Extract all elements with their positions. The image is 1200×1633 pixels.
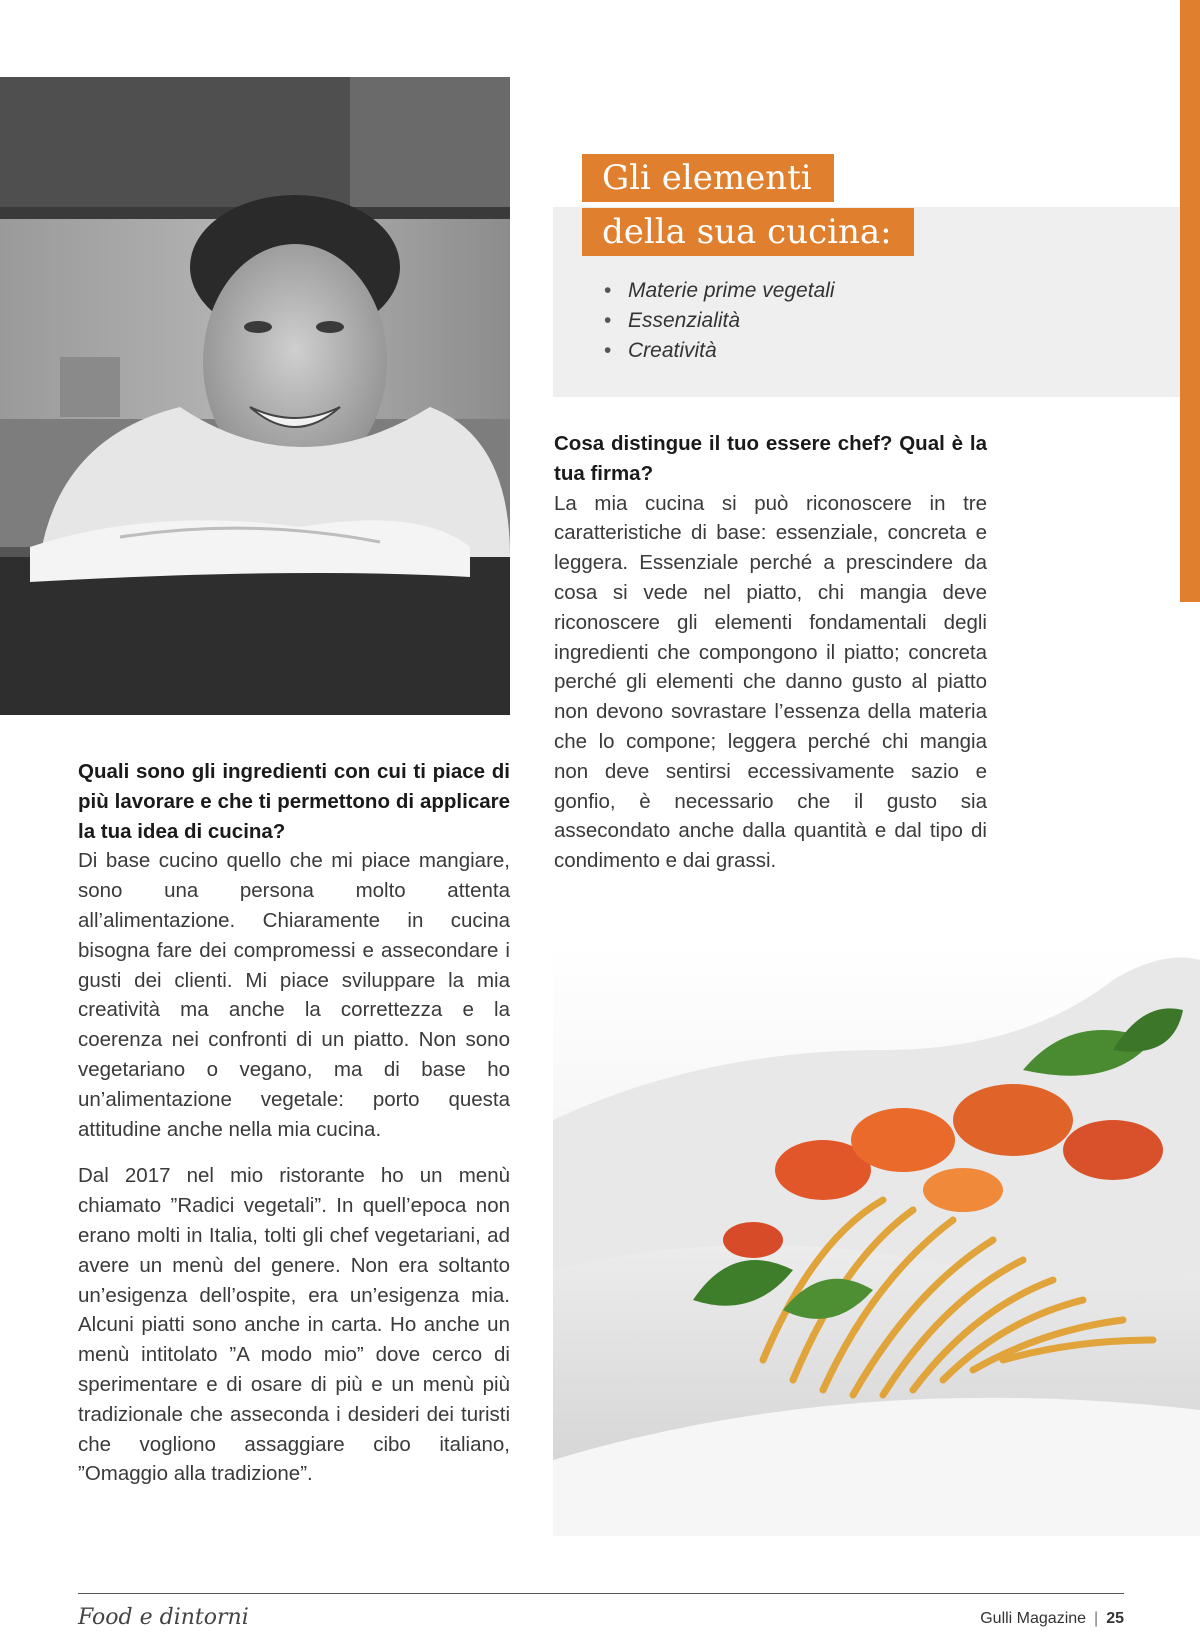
left-column-text (78, 757, 510, 1489)
footer-page-info (980, 1610, 1124, 1628)
left-question: Quali sono gli ingredienti con cui ti piace di più lavorare e che ti permettono di applicare la tua idea di cucina? (78, 760, 510, 843)
page-number: 25 (1106, 1610, 1124, 1627)
right-answer: La mia cucina si può riconoscere in tre caratteristiche di base: essenziale, concreta e leggera. Essenziale perché a prescindere da cosa si vede nel piatto, chi mangia deve riconoscere gli elementi fondamentali degli ingredienti che compongono il piatto; concreta perché gli elementi che danno gusto al piatto non devono sovrastare l’essenza della materia che lo compone; leggera perché chi mangia non deve sentirsi eccessivamente sazio e gonfio, è necessario che il gusto sia assecondato anche dalla quantità e dal tipo di condimento e dai grassi. (554, 491, 987, 873)
left-answer-paragraph-1: Di base cucino quello che mi piace mangiare, sono una persona molto attenta all’alimentazione. Chiaramente in cucina bisogna fare dei compromessi e assecondare i gusti dei clienti. Mi piace sviluppare la mia creatività ma anche la correttezza e la coerenza nei confronti di un piatto. Non sono vegetariano o vegano, ma di base ho un’alimentazione vegetale: porto questa attitudine anche nella mia cucina. (78, 849, 510, 1141)
footer-section-name: Food e dintorni (78, 1605, 249, 1630)
chef-portrait-photo (0, 77, 510, 715)
list-item: • Materie prime vegetali (604, 276, 835, 306)
pasta-dish-photo (553, 940, 1200, 1536)
side-accent-tab (1180, 0, 1200, 602)
left-answer-paragraph-2: Dal 2017 nel mio ristorante ho un menù chiamato ”Radici vegetali”. In quell’epoca non erano molti in Italia, tolti gli chef vegetariani, ad avere un menù del genere. Non era soltanto un’esigenza dell’ospite, era un’esigenza mia. Alcuni piatti sono anche in carta. Ho anche un menù intitolato ”A modo mio” dove cerco di sperimentare e di osare di più e un menù più tradizionale che asseconda i desideri dei turisti che vogliono assaggiare cibo italiano, ”Omaggio alla tradizione”. (78, 1164, 510, 1486)
list-item: • Essenzialità (604, 306, 835, 336)
footer-magazine-name: Gulli Magazine (980, 1610, 1087, 1627)
footer-separator: | (1094, 1610, 1099, 1627)
right-column-text (554, 429, 987, 876)
footer-rule (78, 1593, 1124, 1594)
elements-list (604, 276, 835, 366)
box-title-line-2: della sua cucina: (582, 208, 914, 256)
box-title-line-1: Gli elementi (582, 154, 834, 202)
right-question: Cosa distingue il tuo essere chef? Qual è la tua firma? (554, 432, 987, 485)
list-item: • Creatività (604, 336, 835, 366)
